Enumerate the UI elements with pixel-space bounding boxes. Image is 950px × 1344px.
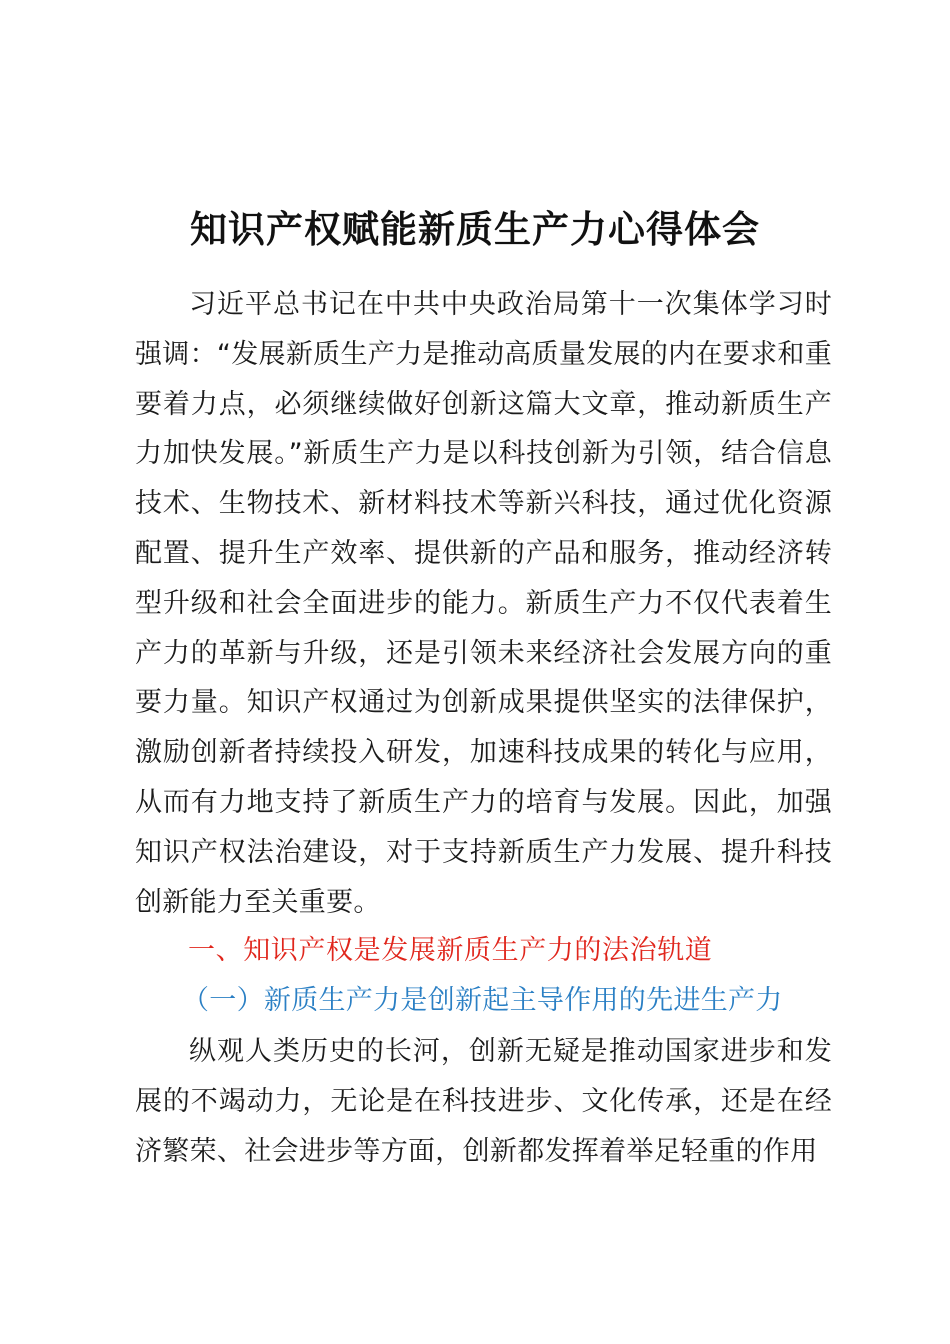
- body-paragraph-intro: 习近平总书记在中共中央政治局第十一次集体学习时强调：“发展新质生产力是推动高质量发展的内在要求和重要着力点，必须继续做好创新这篇大文章，推动新质生产力加快发展。”新质生产力是以科技创新为引领，结合信息技术、生物技术、新材料技术等新兴科技，通过优化资源配置、提升生产效率、提供新的产品和服务，推动经济转型升级和社会全面进步的能力。新质生产力不仅代表着生产力的革新与升级，还是引领未来经济社会发展方向的重要力量。知识产权通过为创新成果提供坚实的法律保护，激励创新者持续投入研发，加速科技成果的转化与应用，从而有力地支持了新质生产力的培育与发展。因此，加强知识产权法治建设，对于支持新质生产力发展、提升科技创新能力至关重要。: [135, 289, 832, 918]
- body-paragraph-1-1: 纵观人类历史的长河，创新无疑是推动国家进步和发展的不竭动力，无论是在科技进步、文化传承，还是在经济繁荣、社会进步等方面，创新都发挥着举足轻重的作用: [135, 1036, 832, 1167]
- subsection-heading-1-1: （一）新质生产力是创新起主导作用的先进生产力: [182, 985, 783, 1016]
- section-heading-1: 一、知识产权是发展新质生产力的法治轨道: [188, 935, 713, 966]
- document-title: 知识产权赋能新质生产力心得体会: [190, 208, 760, 251]
